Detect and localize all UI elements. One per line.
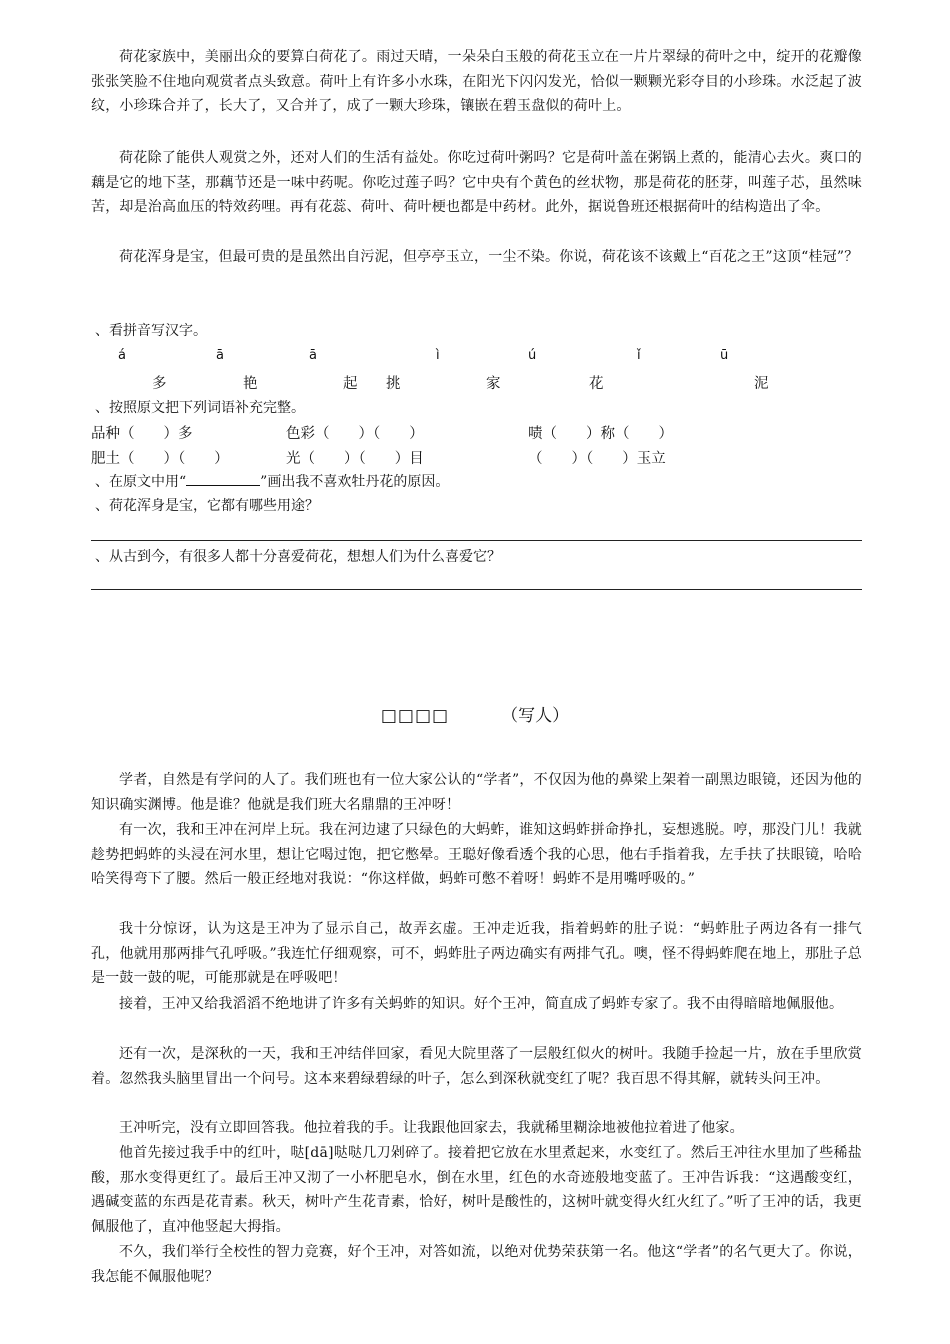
question-2: 、按照原文把下列词语补充完整。 [95,400,305,416]
pinyin-char-6: 花 [589,376,604,392]
pinyin-4: ì [436,348,440,363]
passage2-title [0,701,950,726]
pinyin-2: ā [216,348,224,363]
fill-blank-5[interactable]: 光（ ）（ ）目 [286,451,424,467]
passage2-paragraph-5: 还有一次，是深秋的一天，我和王冲结伴回家，看见大院里落了一层般红似火的树叶。我随手捡起一片，放在手里欣赏着。忽然我头脑里冒出一个问号。这本来碧绿碧绿的叶子，怎么到深秋就变红了呢？我百思不得其解，就转头问王冲。 [91,1046,862,1087]
fill-blank-4[interactable]: 肥土（ ）（ ） [91,451,229,467]
question-3-suffix: ”画出我不喜欢牡丹花的原因。 [260,474,450,490]
passage2-paragraph-2: 有一次，我和王冲在河岸上玩。我在河边逮了只绿色的大蚂蚱，谁知这蚂蚱拼命挣扎，妄想逃脱。哼，那没门儿！我就趁势把蚂蚱的头浸在河水里，想让它喝过饱，把它憋晕。王聪好像看透个我的心思，他右手指着我，左手扶了扶眼镜，哈哈哈笑得弯下了腰。然后一般正经地对我说：“你这样做，蚂蚱可憋不着呀！蚂蚱不是用嘴呼吸的。” [91,822,862,887]
fill-blank-6[interactable]: （ ）（ ）玉立 [528,451,666,467]
fill-blank-3[interactable]: 啧（ ）称（ ） [528,426,673,442]
pinyin-char-7: 泥 [754,376,769,392]
question-4: 、荷花浑身是宝，它都有哪些用途？ [95,498,319,514]
question-3-prefix: 、在原文中用“ [95,474,187,490]
underline-blank [186,471,260,486]
pinyin-6: ǐ [637,348,641,363]
pinyin-char-4: 挑 [386,376,401,392]
pinyin-1: á [118,348,126,363]
pinyin-char-3: 起 [343,376,358,392]
pinyin-char-2: 艳 [243,376,258,392]
question-5: 、从古到今，有很多人都十分喜爱荷花，想想人们为什么喜爱它？ [95,549,501,565]
passage2-paragraph-7: 他首先接过我手中的红叶，哒[dā]哒哒几刀剁碎了。接着把它放在水里煮起来，水变红了。然后王冲往水里加了些稀盐酸，那水变得更红了。最后王冲又沏了一小杯肥皂水，倒在水里，红色的水奇迹般地变蓝了。王冲告诉我：“这遇酸变红，遇碱变蓝的东西是花青素。秋天，树叶产生花青素，恰好，树叶是酸性的，这树叶就变得火红火红了。”听了王冲的话，我更佩服他了，直冲他竖起大拇指。 [91,1145,862,1235]
passage2-paragraph-8: 不久，我们举行全校性的智力竞赛，好个王冲，对答如流，以绝对优势荣获第一名。他这“学者”的名气更大了。你说，我怎能不佩服他呢？ [91,1244,862,1285]
title-genre: （写人） [501,706,570,726]
title-placeholder-boxes: □□□□ [380,706,450,726]
answer-line-1[interactable] [91,540,862,541]
pinyin-char-5: 家 [486,376,501,392]
passage2-paragraph-4: 接着，王冲又给我滔滔不绝地讲了许多有关蚂蚱的知识。好个王冲，简直成了蚂蚱专家了。我不由得暗暗地佩服他。 [119,996,844,1012]
pinyin-5: ú [528,348,537,363]
pinyin-char-1: 多 [152,376,167,392]
passage1-paragraph-3: 荷花浑身是宝，但最可贵的是虽然出自污泥，但亭亭玉立，一尘不染。你说，荷花该不该戴上“百花之王”这顶“桂冠”？ [119,249,859,265]
pinyin-7: ū [720,348,729,363]
fill-blank-2[interactable]: 色彩（ ）（ ） [286,426,424,442]
passage1-paragraph-2: 荷花除了能供人观赏之外，还对人们的生活有益处。你吃过荷叶粥吗？它是荷叶盖在粥锅上煮的，能清心去火。爽口的藕是它的地下茎，那藕节还是一味中药呢。你吃过莲子吗？它中央有个黄色的丝状物，那是荷花的胚芽，叫莲子芯，虽然味苦，却是治高血压的特效药哩。再有花蕊、荷叶、荷叶梗也都是中药材。此外，据说鲁班还根据荷叶的结构造出了伞。 [91,150,862,215]
answer-line-2[interactable] [91,589,862,590]
passage1-paragraph-1: 荷花家族中，美丽出众的要算白荷花了。雨过天晴，一朵朵白玉般的荷花玉立在一片片翠绿的荷叶之中，绽开的花瓣像张张笑脸不住地向观赏者点头致意。荷叶上有许多小水珠，在阳光下闪闪发光，恰似一颗颗光彩夺目的小珍珠。水泛起了波纹，小珍珠合并了，长大了，又合并了，成了一颗大珍珠，镶嵌在碧玉盘似的荷叶上。 [91,49,862,114]
question-3 [95,471,449,493]
passage2-paragraph-3: 我十分惊讶，认为这是王冲为了显示自己，故弄玄虚。王冲走近我，指着蚂蚱的肚子说：“蚂蚱肚子两边各有一排气孔，他就用那两排气孔呼吸。”我连忙仔细观察，可不，蚂蚱肚子两边确实有两排气孔。噢，怪不得蚂蚱爬在地上，那肚子总是一鼓一鼓的呢，可能那就是在呼吸吧！ [91,921,862,986]
passage2-paragraph-1: 学者，自然是有学问的人了。我们班也有一位大家公认的“学者”，不仅因为他的鼻梁上架着一副黑边眼镜，还因为他的知识确实渊博。他是谁？他就是我们班大名鼎鼎的王冲呀！ [91,772,862,813]
passage2-paragraph-6: 王冲听完，没有立即回答我。他拉着我的手。让我跟他回家去，我就稀里糊涂地被他拉着进了他家。 [119,1120,744,1136]
question-1: 、看拼音写汉字。 [95,323,207,339]
pinyin-3: ā [309,348,317,363]
fill-blank-1[interactable]: 品种（ ）多 [91,426,193,442]
